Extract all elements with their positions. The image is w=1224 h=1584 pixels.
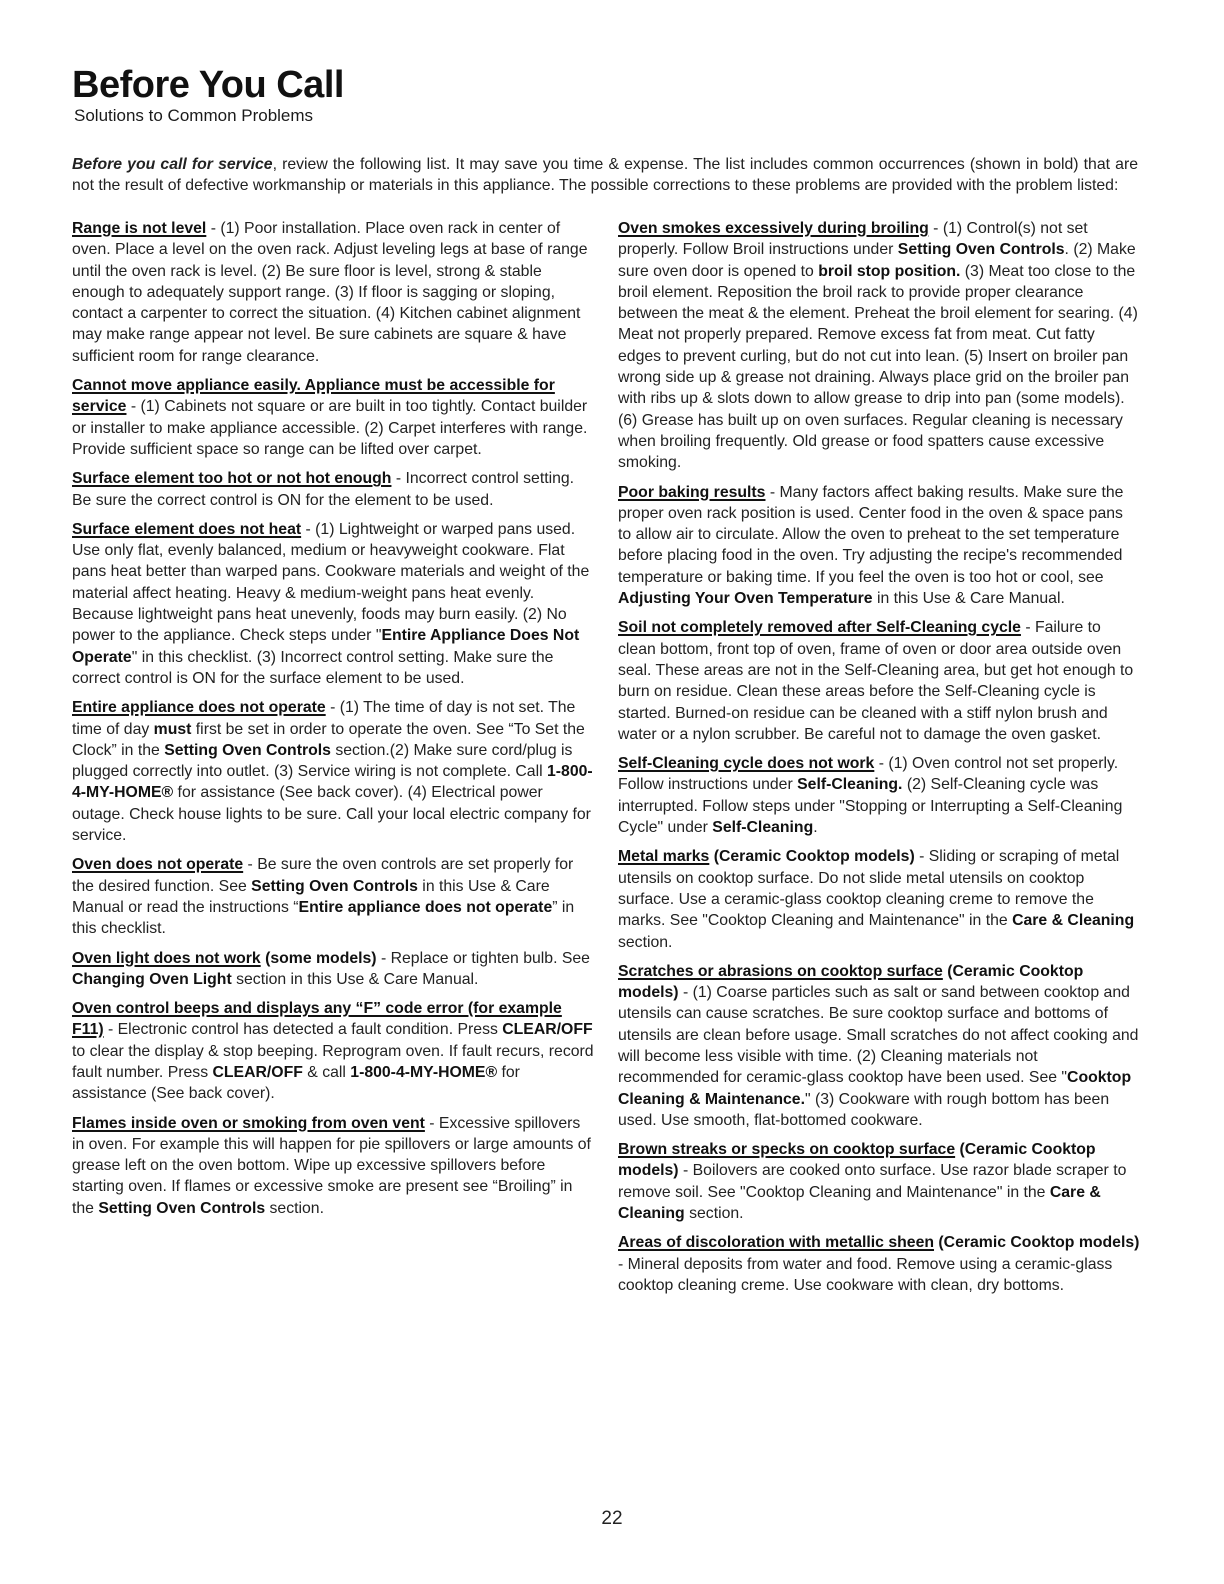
emphasis-text: Cooktop Cleaning & Maintenance. (618, 1069, 1132, 1108)
problem-entry-oven-smokes-excessively-during-broiling (618, 218, 1140, 474)
problem-entry-oven-control-beeps-and-displays-any-f-code-error (72, 998, 594, 1104)
solution-text: - Excessive spillovers in oven. For example this will happen for pie spillovers or large amounts of grease left on the oven bottom. Wipe up excessive spillovers before starting oven. If flames or excessive smoke are present see “Broiling” in the (72, 1114, 591, 1217)
problem-entry-oven-does-not-operate (72, 854, 594, 939)
emphasis-text: Adjusting Your Oven Temperature (618, 590, 873, 608)
problem-heading: Surface element too hot or not hot enough (72, 470, 392, 488)
emphasis-text: (Ceramic Cooktop models) (618, 1141, 1096, 1180)
page-subtitle: Solutions to Common Problems (74, 106, 314, 125)
solution-text: - Electronic control has detected a fault condition. Press (103, 1021, 503, 1039)
emphasis-text: Changing Oven Light (72, 970, 232, 988)
solution-text: - (1) The time of day is not set. The time of day (72, 699, 576, 738)
emphasis-text: 1-800-4-MY-HOME® (72, 763, 593, 802)
solution-text: section. (684, 1205, 744, 1223)
problem-heading: Oven smokes excessively during broiling (618, 220, 929, 237)
problem-entry-areas-of-discoloration-with-metallic-sheen (618, 1232, 1140, 1296)
left-column (72, 218, 594, 1227)
emphasis-text: (some models) (260, 949, 377, 967)
problem-heading: Flames inside oven or smoking from oven vent (72, 1114, 425, 1132)
solution-text: . (813, 819, 818, 837)
emphasis-text: Setting Oven Controls (164, 741, 331, 759)
solution-text: - (1) Lightweight or warped pans used. Use only flat, evenly balanced, medium or heavyweight cookware. Flat pans heat better than warped pans. Cookware materials and weight of the material affect heating. Heavy & medium-weight pans heat evenly. Because lightweight pans heat unevenly, foods may burn easily. (2) No power to the appliance. Check steps under " (72, 520, 590, 645)
emphasis-text: Setting Oven Controls (98, 1199, 266, 1217)
solution-text: - (1) Control(s) not set properly. Follow Broil instructions under (618, 220, 1088, 259)
solution-text: for assistance (See back cover). (72, 1063, 520, 1103)
problem-entry-flames-inside-oven-or-smoking-from-oven-vent (72, 1113, 594, 1219)
problem-heading: Brown streaks or specks on cooktop surface (618, 1141, 956, 1159)
page-number: 22 (601, 1508, 623, 1529)
intro-lead: Before you call for service (72, 155, 273, 173)
solution-text: - Replace or tighten bulb. See (376, 949, 590, 967)
problem-entry-entire-appliance-does-not-operate (72, 697, 594, 846)
problem-entry-surface-element-does-not-heat (72, 519, 594, 689)
emphasis-text: Setting Oven Controls (251, 877, 418, 895)
solution-text: section.(2) Make sure cord/plug is plugged correctly into outlet. (3) Service wiring is not complete. Call (72, 741, 573, 781)
solution-text: section. (265, 1199, 324, 1217)
emphasis-text: broil stop position. (818, 262, 961, 280)
solution-text: - (1) Oven control not set properly. Follow instructions under (618, 755, 1119, 794)
intro-text: , review the following list. It may save you time & expense. The list includes common occurrences (shown in bold) that are not the result of defective workmanship or materials in this appliance. The possible corrections to these problems are provided with the problem listed: (72, 155, 1138, 195)
emphasis-text: Self-Cleaning (712, 819, 814, 837)
problem-heading: Oven control beeps and displays any “F” code error (for example F11) (72, 1000, 562, 1039)
solution-text: - (1) Cabinets not square or are built in too tightly. Contact builder or installer to make appliance accessible. (2) Carpet interferes with range. Provide sufficient space so range can be lifted over carpet. (72, 398, 588, 458)
problem-heading: Areas of discoloration with metallic sheen (618, 1234, 935, 1252)
problem-heading: Cannot move appliance easily. Appliance must be accessible for service (72, 377, 555, 416)
emphasis-text: CLEAR/OFF (212, 1063, 303, 1081)
emphasis-text: must (153, 720, 192, 738)
emphasis-text: Care & Cleaning (618, 1183, 1101, 1223)
solution-text: in this Use & Care Manual or read the instructions “ (72, 877, 550, 916)
solution-text: to clear the display & stop beeping. Reprogram oven. If fault recurs, record fault number. Press (72, 1042, 594, 1081)
problem-entry-cannot-move-appliance-easily-appliance-must-be-a (72, 375, 594, 460)
solution-text: section. (618, 933, 673, 951)
emphasis-text: Self-Cleaning. (797, 776, 903, 794)
solution-text: - Boilovers are cooked onto surface. Use razor blade scraper to remove soil. See "Cooktop Cleaning and Maintenance" in the (618, 1162, 1127, 1201)
solution-text: - Sliding or scraping of metal utensils on cooktop surface. Do not slide metal utensils on cooktop surface. Use a ceramic-glass cooktop cleaning creme to remove the marks. See "Cooktop Cleaning and Maintenance" in the (618, 848, 1120, 930)
page-title: Before You Call (72, 64, 344, 106)
problem-heading: Surface element does not heat (72, 520, 302, 538)
solution-text: first be set in order to operate the oven. See “To Set the Clock” in the (72, 720, 585, 759)
problem-entry-metal-marks (618, 846, 1140, 952)
solution-text: - (1) Coarse particles such as salt or sand between cooktop and utensils can cause scratches. Be sure cooktop surface and bottoms of utensils are clean before usage. Small scratches do not affect cooking and will become less visible with time. (2) Cleaning materials not recommended for ceramic-glass cooktop have been used. See " (618, 984, 1139, 1087)
solution-text: ” in this checklist. (72, 898, 575, 938)
emphasis-text: (Ceramic Cooktop models) (934, 1234, 1140, 1252)
emphasis-text: Entire Appliance Does Not Operate (72, 627, 580, 666)
problem-entry-brown-streaks-or-specks-on-cooktop-surface (618, 1139, 1140, 1224)
emphasis-text: (Ceramic Cooktop models) (709, 848, 915, 866)
problem-entry-surface-element-too-hot-or-not-hot-enough (72, 468, 594, 511)
solution-text: " in this checklist. (3) Incorrect control setting. Make sure the correct control is ON for the surface element to be used. (72, 648, 554, 687)
solution-text: & call (302, 1063, 351, 1081)
emphasis-text: 1-800-4-MY-HOME® (350, 1063, 498, 1081)
problem-entry-oven-light-does-not-work (72, 948, 594, 991)
emphasis-text: CLEAR/OFF (502, 1021, 593, 1039)
problem-heading: Oven light does not work (72, 949, 261, 967)
problem-heading: Range is not level (72, 220, 207, 237)
solution-text: " (3) Cookware with rough bottom has been used. Use smooth, flat-bottomed cookware. (618, 1090, 1110, 1129)
solution-text: (3) Meat too close to the broil element. Reposition the broil rack to provide proper clearance between the meat & the element. Preheat the broil element for searing. (4) Meat not properly prepared. Remove excess fat from meat. Cut fatty edges to prevent curling, but do not cut into lean. (5) Insert on broiler pan wrong side up & grease not draining. Always place grid on the broiler pan with ribs up & slots down to allow grease to drip into pan (some models). (6) Grease has built up on oven surfaces. Regular cleaning is necessary when broiling frequently. Old grease or food spatters cause excessive smoking. (618, 262, 1138, 472)
problem-heading: Scratches or abrasions on cooktop surface (618, 962, 943, 980)
solution-text: - (1) Poor installation. Place oven rack in center of oven. Place a level on the oven rack. Adjust leveling legs at base of range until the oven rack is level. (2) Be sure floor is level, strong & stable enough to adequately support range. (3) If floor is sagging or sloping, contact a carpenter to correct the situation. (4) Kitchen cabinet alignment may make range appear not level. Be sure cabinets are square & have sufficient room for range clearance. (72, 220, 588, 365)
problem-heading: Self-Cleaning cycle does not work (618, 755, 875, 773)
emphasis-text: Entire appliance does not operate (298, 898, 553, 916)
solution-text: - Failure to clean bottom, front top of oven, frame of oven or door area outside oven seal. These areas are not in the Self-Cleaning area, but get hot enough to burn on residue. Clean these areas before the Self-Cleaning cycle is started. Burned-on residue can be cleaned with a stiff nylon brush and water or a nylon scrubber. Be careful not to damage the oven gasket. (618, 619, 1134, 743)
problem-heading: Metal marks (618, 848, 710, 866)
problem-entry-soil-not-completely-removed-after-self-cleaning- (618, 617, 1140, 745)
problem-entry-range-is-not-level (72, 218, 594, 367)
problem-entry-scratches-or-abrasions-on-cooktop-surface (618, 961, 1140, 1131)
solution-text: section in this Use & Care Manual. (231, 970, 479, 988)
emphasis-text: Setting Oven Controls (897, 241, 1065, 259)
solution-text: - Mineral deposits from water and food. Remove using a ceramic-glass cooktop cleaning creme. Use cookware with clean, dry bottoms. (618, 1255, 1113, 1294)
problem-heading: Entire appliance does not operate (72, 699, 326, 717)
solution-text: (2) Self-Cleaning cycle was interrupted. Follow steps under "Stopping or Interrupting a Self-Cleaning Cycle" under (618, 776, 1123, 837)
emphasis-text: (Ceramic Cooktop models) (618, 962, 1084, 1002)
solution-text: in this Use & Care Manual. (872, 590, 1065, 608)
problem-heading: Oven does not operate (72, 856, 244, 874)
problem-heading: Poor baking results (618, 483, 766, 501)
solution-text: - Incorrect control setting. Be sure the correct control is ON for the element to be used. (72, 470, 575, 509)
intro-paragraph (72, 154, 1138, 197)
solution-text: - Many factors affect baking results. Make sure the proper oven rack position is used. Center food in the oven & space pans to allow air to circulate. Allow the oven to preheat to the set temperature before placing food in the oven. Try adjusting the recipe's recommended temperature or baking time. If you feel the oven is too hot or cool, see (618, 483, 1124, 586)
problem-entry-poor-baking-results (618, 482, 1140, 610)
solution-text: for assistance (See back cover). (4) Electrical power outage. Check house lights to be sure. Call your local electric company for service. (72, 784, 591, 845)
problem-entry-self-cleaning-cycle-does-not-work (618, 753, 1140, 838)
solution-text: - Be sure the oven controls are set properly for the desired function. See (72, 856, 574, 895)
problem-heading: Soil not completely removed after Self-Cleaning cycle (618, 619, 1021, 637)
right-column (618, 218, 1140, 1304)
emphasis-text: Care & Cleaning (1012, 912, 1135, 930)
solution-text: . (2) Make sure oven door is opened to (618, 241, 1136, 280)
